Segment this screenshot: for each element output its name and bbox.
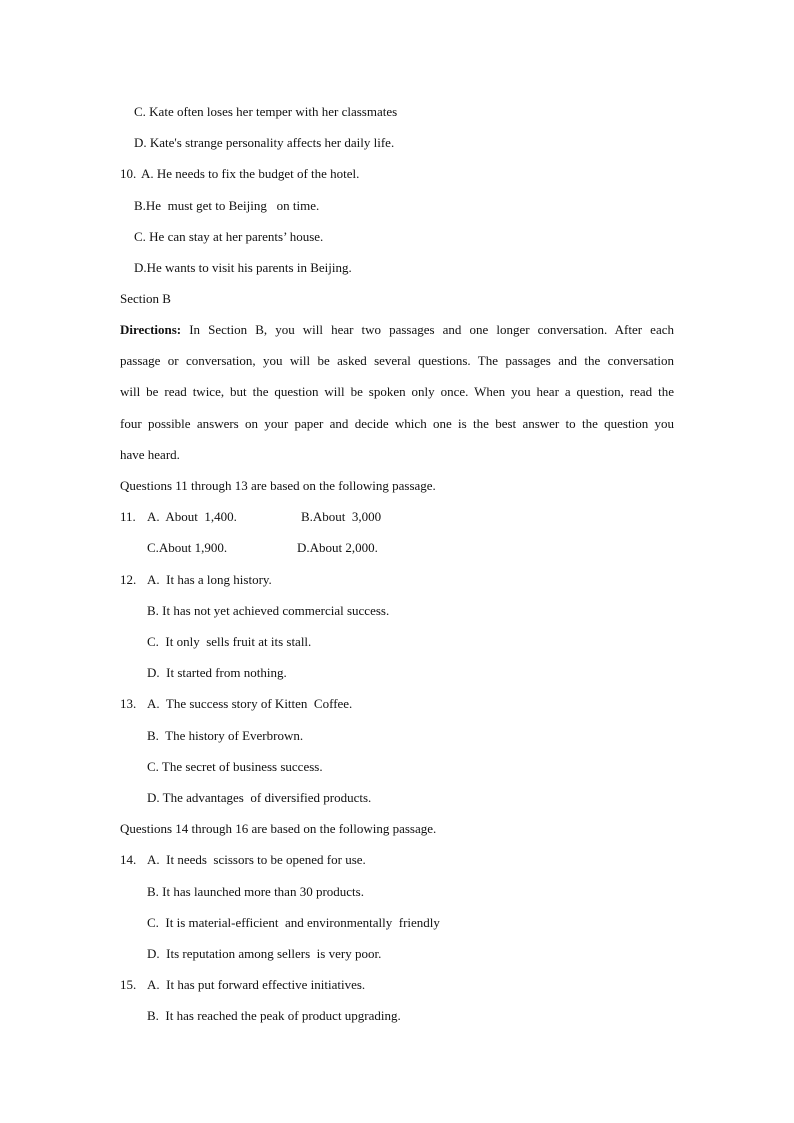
q14-option-d: D. Its reputation among sellers is very poor.	[147, 946, 382, 961]
q14-option-a: A. It needs scissors to be opened for use.	[147, 852, 366, 867]
q13-option-a: A. The success story of Kitten Coffee.	[147, 696, 353, 711]
q12-number: 12.	[120, 572, 137, 587]
q12-option-d: D. It started from nothing.	[147, 665, 287, 680]
q14-option-c: C. It is material-efficient and environmentally friendly	[147, 915, 440, 930]
q11-option-d: D.About 2,000.	[297, 540, 378, 555]
q9-option-c: C. Kate often loses her temper with her classmates	[134, 104, 398, 119]
passage-1-intro: Questions 11 through 13 are based on the following passage.	[120, 478, 436, 493]
directions-line-2: passage or conversation, you will be asked several questions. The passages and the conversation	[120, 353, 674, 368]
directions-label: Directions:	[120, 322, 182, 337]
q11-option-b: B.About 3,000	[301, 509, 382, 524]
q13-number: 13.	[120, 696, 137, 711]
q14-number: 14.	[120, 852, 137, 867]
q12-option-a: A. It has a long history.	[147, 572, 272, 587]
q11-option-a: A. About 1,400.	[147, 509, 237, 524]
q12-option-b: B. It has not yet achieved commercial success.	[147, 603, 390, 618]
directions-line-1	[120, 322, 674, 338]
q13-option-b: B. The history of Everbrown.	[147, 728, 304, 743]
directions-text-1: In Section B, you will hear two passages and one longer conversation. After each	[189, 322, 674, 337]
q11-option-c: C.About 1,900.	[147, 540, 228, 555]
passage-2-intro: Questions 14 through 16 are based on the following passage.	[120, 821, 437, 836]
q11-number: 11.	[120, 509, 136, 524]
q13-option-d: D. The advantages of diversified products.	[147, 790, 372, 805]
q14-option-b: B. It has launched more than 30 products.	[147, 884, 364, 899]
directions-line-4: four possible answers on your paper and decide which one is the best answer to the question you	[120, 416, 674, 431]
section-b-title: Section B	[120, 291, 171, 306]
q13-option-c: C. The secret of business success.	[147, 759, 323, 774]
q15-option-a: A. It has put forward effective initiatives.	[147, 977, 366, 992]
q10-option-d: D.He wants to visit his parents in Beijing.	[134, 260, 352, 275]
q10-option-b: B.He must get to Beijing on time.	[134, 198, 320, 213]
q10-option-a: A. He needs to fix the budget of the hotel.	[141, 166, 360, 181]
q10-option-c: C. He can stay at her parents’ house.	[134, 229, 324, 244]
q15-option-b: B. It has reached the peak of product upgrading.	[147, 1008, 401, 1023]
directions-line-3: will be read twice, but the question will be spoken only once. When you hear a question, read the	[120, 384, 674, 399]
q10-number: 10.	[120, 166, 137, 181]
directions-line-5: have heard.	[120, 447, 180, 462]
q12-option-c: C. It only sells fruit at its stall.	[147, 634, 312, 649]
q15-number: 15.	[120, 977, 137, 992]
q9-option-d: D. Kate's strange personality affects her daily life.	[134, 135, 395, 150]
